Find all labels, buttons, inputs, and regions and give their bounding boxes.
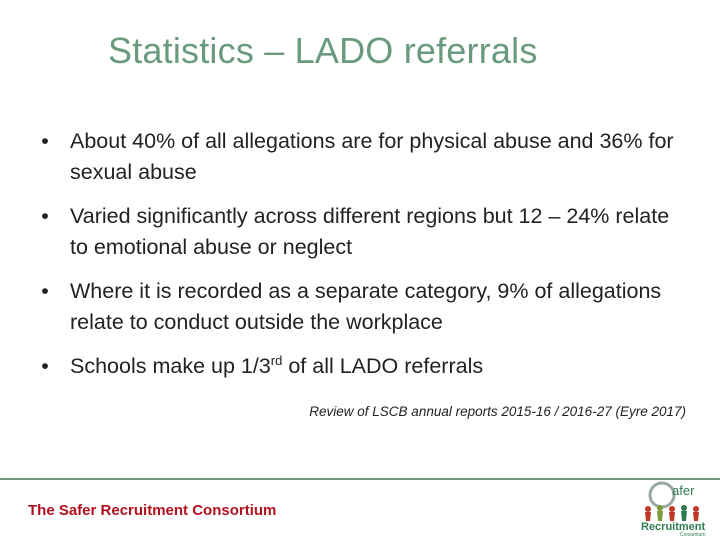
safer-recruitment-logo [636, 481, 712, 537]
bullet-text-before: Schools make up 1/3 [70, 354, 271, 378]
bullet-dot-icon: • [41, 354, 49, 378]
bullet-item [38, 351, 678, 382]
bullet-dot-icon: • [41, 279, 49, 303]
bullet-text: Where it is recorded as a separate category, 9% of allegations relate to conduct outside the workplace [70, 279, 662, 334]
bullet-text: About 40% of all allegations are for physical abuse and 36% for sexual abuse [70, 129, 674, 184]
footer-divider [0, 478, 720, 480]
logo-text-top: afer [672, 483, 695, 498]
bullet-item [38, 201, 678, 263]
ordinal-superscript: rd [270, 353, 283, 368]
logo-text-small: Consortium [680, 532, 706, 537]
bullet-item [38, 276, 678, 338]
bullet-dot-icon: • [41, 204, 49, 228]
slide-title: Statistics – LADO referrals [108, 30, 538, 71]
logo-text-bottom: Recruitment [641, 521, 706, 533]
bullet-text [70, 354, 483, 378]
bullet-dot-icon: • [41, 129, 49, 153]
bullet-text: Varied significantly across different regions but 12 – 24% relate to emotional abuse or neglect [70, 204, 670, 259]
organisation-name: The Safer Recruitment Consortium [28, 502, 277, 519]
bullet-text-after: of all LADO referrals [282, 354, 484, 378]
bullet-item [38, 126, 678, 188]
bullet-list [38, 126, 678, 395]
source-citation: Review of LSCB annual reports 2015-16 / 2016-27 (Eyre 2017) [309, 404, 686, 419]
